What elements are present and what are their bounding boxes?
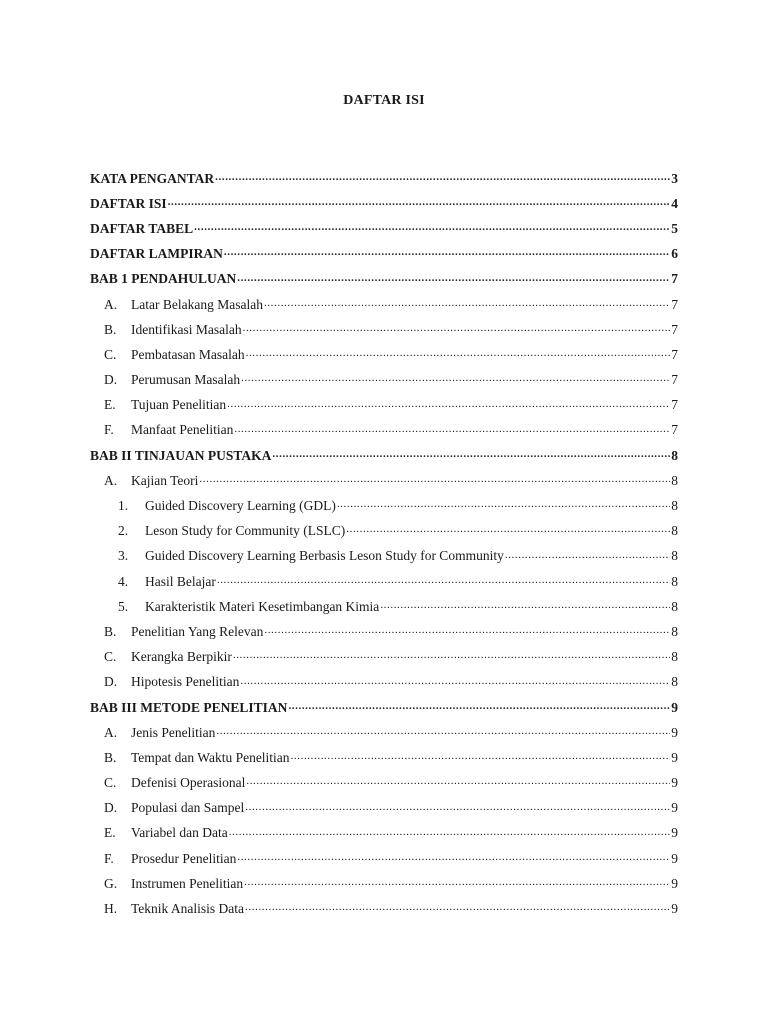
toc-entry — [90, 896, 678, 921]
toc-entry-title: DAFTAR LAMPIRAN — [90, 246, 223, 262]
toc-entry-title: Variabel dan Data — [131, 825, 228, 841]
toc-entry-page-number: 7 — [671, 346, 678, 362]
toc-entry — [90, 645, 678, 670]
toc-entry — [90, 393, 678, 418]
toc-entry-title: Prosedur Penelitian — [131, 850, 237, 866]
toc-entry-page-number: 8 — [671, 598, 678, 614]
toc-entry — [90, 796, 678, 821]
toc-entry-marker: 4. — [118, 573, 129, 589]
toc-entry-page-number: 8 — [671, 498, 678, 514]
toc-entry-page-number: 9 — [671, 901, 678, 917]
toc-entry-page-number: 9 — [671, 699, 678, 715]
toc-entry-page-number: 6 — [671, 246, 678, 262]
dot-leader — [216, 726, 670, 740]
toc-entry — [90, 267, 678, 292]
toc-entry-page-number: 5 — [671, 220, 678, 236]
toc-entry-title: DAFTAR TABEL — [90, 220, 194, 236]
toc-entry-marker: A. — [104, 472, 118, 488]
toc-entry — [90, 594, 678, 619]
page-title: DAFTAR ISI — [343, 93, 425, 108]
toc-entry-title: DAFTAR ISI — [90, 195, 167, 211]
toc-entry-title: Kerangka Berpikir — [131, 649, 232, 665]
toc-entry — [90, 368, 678, 393]
toc-entry — [90, 468, 678, 493]
toc-entry-title: BAB 1 PENDAHULUAN — [90, 271, 237, 287]
toc-entry — [90, 191, 678, 216]
toc-entry — [90, 292, 678, 317]
toc-entry-title: Populasi dan Sampel — [131, 800, 245, 816]
dot-leader — [224, 247, 670, 261]
dot-leader — [243, 323, 671, 337]
toc-entry — [90, 569, 678, 594]
toc-entry-page-number: 9 — [671, 800, 678, 816]
dot-leader — [288, 701, 670, 715]
toc-entry-marker: C. — [104, 775, 117, 791]
toc-entry — [90, 695, 678, 720]
toc-entry — [90, 720, 678, 745]
dot-leader — [229, 827, 671, 841]
toc-entry — [90, 317, 678, 342]
toc-entry-page-number: 8 — [671, 523, 678, 539]
toc-entry-page-number: 8 — [671, 472, 678, 488]
toc-entry — [90, 846, 678, 871]
toc-entry-page-number: 9 — [671, 775, 678, 791]
toc-entry-title: Identifikasi Masalah — [131, 321, 242, 337]
dot-leader — [240, 676, 670, 690]
toc-entry — [90, 670, 678, 695]
toc-entry-page-number: 7 — [671, 397, 678, 413]
toc-entry-page-number: 9 — [671, 749, 678, 765]
dot-leader — [346, 524, 670, 538]
toc-entry-page-number: 7 — [671, 296, 678, 312]
toc-entry — [90, 493, 678, 518]
toc-entry-marker: D. — [104, 800, 118, 816]
dot-leader — [233, 650, 670, 664]
toc-entry-title: Tempat dan Waktu Penelitian — [131, 749, 290, 765]
toc-entry-page-number: 8 — [671, 649, 678, 665]
toc-entry-title: Pembatasan Masalah — [131, 346, 245, 362]
toc-entry-title: Hasil Belajar — [145, 573, 216, 589]
dot-leader — [264, 298, 670, 312]
toc-entry — [90, 771, 678, 796]
dot-leader — [337, 499, 670, 513]
toc-entry-title: Karakteristik Materi Kesetimbangan Kimia — [145, 598, 380, 614]
dot-leader — [199, 474, 670, 488]
toc-entry-page-number: 7 — [671, 321, 678, 337]
toc-entry-marker: B. — [104, 623, 117, 639]
toc-entry-marker: B. — [104, 321, 117, 337]
toc-entry-marker: D. — [104, 674, 118, 690]
toc-entry — [90, 871, 678, 896]
toc-entry-title: Tujuan Penelitian — [131, 397, 227, 413]
dot-leader — [234, 424, 670, 438]
toc-entry-page-number: 8 — [671, 573, 678, 589]
toc-entry-title: Perumusan Masalah — [131, 372, 241, 388]
dot-leader — [272, 449, 670, 463]
toc-entry-title: Guided Discovery Learning Berbasis Leson Study for Community — [145, 548, 504, 564]
toc-entry — [90, 216, 678, 241]
dot-leader — [215, 172, 670, 186]
toc-entry-title: Kajian Teori — [131, 472, 199, 488]
toc-entry — [90, 745, 678, 770]
toc-entry-page-number: 7 — [671, 422, 678, 438]
toc-entry-page-number: 4 — [671, 195, 678, 211]
toc-entry-title: Guided Discovery Learning (GDL) — [145, 498, 336, 514]
toc-entry — [90, 821, 678, 846]
toc-entry-page-number: 9 — [671, 724, 678, 740]
toc-entry-marker: B. — [104, 749, 117, 765]
dot-leader — [245, 902, 670, 916]
toc-entry — [90, 619, 678, 644]
toc-entry-page-number: 8 — [671, 674, 678, 690]
toc-entry-page-number: 7 — [671, 271, 678, 287]
toc-entry — [90, 342, 678, 367]
toc-entry-title: Jenis Penelitian — [131, 724, 216, 740]
toc-entry — [90, 443, 678, 468]
toc-entry-title: Instrumen Penelitian — [131, 875, 244, 891]
toc-entry — [90, 166, 678, 191]
toc-entry-title: Hipotesis Penelitian — [131, 674, 240, 690]
toc-entry-title: Teknik Analisis Data — [131, 901, 245, 917]
dot-leader — [291, 751, 671, 765]
toc-entry-marker: F. — [104, 850, 114, 866]
dot-leader — [241, 373, 670, 387]
toc-entry-marker: A. — [104, 296, 118, 312]
toc-entry-marker: 2. — [118, 523, 129, 539]
dot-leader — [505, 550, 670, 564]
toc-entry-page-number: 9 — [671, 850, 678, 866]
dot-leader — [264, 625, 670, 639]
toc-entry-page-number: 8 — [671, 623, 678, 639]
toc-entry — [90, 544, 678, 569]
toc-entry-marker: F. — [104, 422, 114, 438]
toc-entry-title: Leson Study for Community (LSLC) — [145, 523, 346, 539]
dot-leader — [194, 222, 670, 236]
dot-leader — [244, 877, 670, 891]
toc-entry-title: Manfaat Penelitian — [131, 422, 234, 438]
toc-entry-title: KATA PENGANTAR — [90, 170, 215, 186]
dot-leader — [380, 600, 670, 614]
toc-entry-marker: G. — [104, 875, 118, 891]
dot-leader — [246, 348, 671, 362]
table-of-contents — [90, 166, 678, 922]
toc-entry-marker: 5. — [118, 598, 129, 614]
toc-entry-marker: C. — [104, 346, 117, 362]
toc-entry-title: BAB II TINJAUAN PUSTAKA — [90, 447, 272, 463]
dot-leader — [168, 197, 671, 211]
toc-entry-marker: 3. — [118, 548, 129, 564]
toc-entry-page-number: 3 — [671, 170, 678, 186]
toc-entry — [90, 418, 678, 443]
toc-entry-marker: E. — [104, 397, 116, 413]
toc-entry-title: Latar Belakang Masalah — [131, 296, 263, 312]
dot-leader — [237, 273, 670, 287]
toc-entry-page-number: 7 — [671, 372, 678, 388]
toc-entry — [90, 519, 678, 544]
dot-leader — [245, 802, 670, 816]
toc-entry-page-number: 8 — [671, 447, 678, 463]
dot-leader — [227, 399, 670, 413]
toc-entry-marker: 1. — [118, 498, 129, 514]
toc-entry-title: BAB III METODE PENELITIAN — [90, 699, 288, 715]
toc-entry — [90, 242, 678, 267]
toc-entry-page-number: 9 — [671, 875, 678, 891]
toc-entry-page-number: 8 — [671, 548, 678, 564]
dot-leader — [246, 776, 670, 790]
toc-entry-title: Penelitian Yang Relevan — [131, 623, 264, 639]
toc-entry-marker: C. — [104, 649, 117, 665]
toc-entry-marker: E. — [104, 825, 116, 841]
toc-entry-page-number: 9 — [671, 825, 678, 841]
toc-entry-marker: D. — [104, 372, 118, 388]
toc-entry-marker: A. — [104, 724, 118, 740]
toc-entry-marker: H. — [104, 901, 118, 917]
dot-leader — [217, 575, 670, 589]
dot-leader — [237, 852, 670, 866]
toc-entry-title: Defenisi Operasional — [131, 775, 246, 791]
